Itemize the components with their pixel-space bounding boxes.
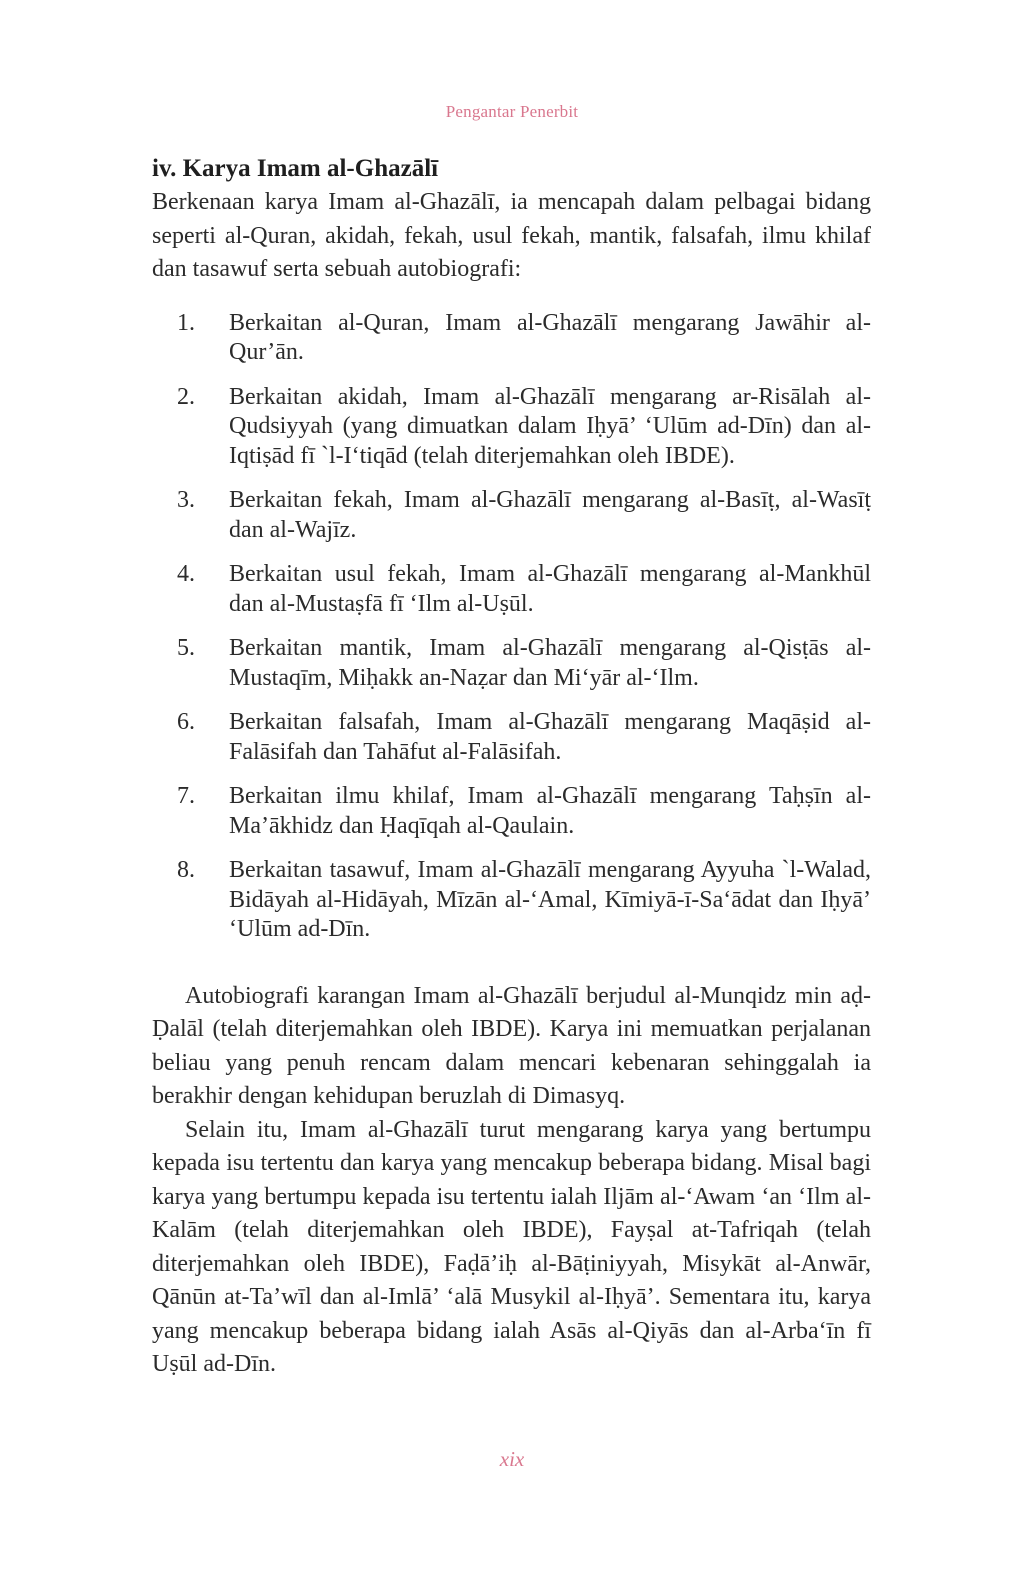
list-item [152, 309, 871, 368]
list-item-number: 3. [177, 487, 195, 513]
intro-paragraph: Berkenaan karya Imam al-Ghazālī, ia mencapah dalam pelbagai bidang seperti al-Quran, akidah, fekah, usul fekah, mantik, falsafah, ilmu khilaf dan tasawuf serta sebuah autobiografi: [152, 189, 871, 282]
list-item-number: 2. [177, 383, 195, 410]
list-item [152, 782, 871, 841]
body-paragraph: Selain itu, Imam al-Ghazālī turut mengarang karya yang bertumpu kepada isu tertentu dan karya yang mencakup beberapa bidang. Misal bagi karya yang bertumpu kepada isu tertentu ialah Iljām al-‘Awam ‘an ‘Ilm al-Kalām (telah diterjemahkan oleh IBDE), Fayṣal at-Tafriqah (telah diterjemahkan oleh IBDE), Faḍā’iḥ al-Bāṭiniyyah, Misykāt al-Anwār, Qānūn at-Ta’wīl dan al-Imlā’ ‘alā Musykil al-Iḥyā’. Sementara itu, karya yang mencakup beberapa bidang ialah Asās al-Qiyās dan al-Arba‘īn fī Uṣūl ad-Dīn. [152, 1116, 871, 1377]
works-list [152, 309, 871, 945]
list-item-text: Berkaitan akidah, Imam al-Ghazālī mengarang ar-Risālah al-Qudsiyyah (yang dimuatkan dalam Iḥyā’ ‘Ulūm ad-Dīn) dan al-Iqtiṣād fī `l-I‘tiqād (telah diterjemahkan oleh IBDE). [229, 383, 871, 469]
list-item-text: Berkaitan tasawuf, Imam al-Ghazālī mengarang Ayyuha `l-Walad, Bidāyah al-Hidāyah, Mīzān al-‘Amal, Kīmiyā-ī-Sa‘ādat dan Iḥyā’ ‘Ulūm ad-Dīn. [229, 857, 871, 942]
list-item-text: Berkaitan fekah, Imam al-Ghazālī mengarang al-Basīṭ, al-Wasīṭ dan al-Wajīz. [229, 487, 871, 543]
list-item [152, 486, 871, 545]
list-item-text: Berkaitan al-Quran, Imam al-Ghazālī mengarang Jawāhir al-Qur’ān. [229, 309, 871, 365]
list-item [152, 708, 871, 767]
list-item-text: Berkaitan usul fekah, Imam al-Ghazālī mengarang al-Mankhūl dan al-Mustaṣfā fī ‘Ilm al-Uṣūl. [229, 561, 871, 617]
page-body [152, 152, 871, 1382]
list-item-number: 1. [177, 309, 195, 336]
list-item-text: Berkaitan ilmu khilaf, Imam al-Ghazālī mengarang Taḥṣīn al-Ma’ākhidz dan Ḥaqīqah al-Qaulain. [229, 783, 871, 839]
list-item-number: 8. [177, 857, 195, 883]
list-item-number: 6. [177, 709, 195, 735]
list-item-text: Berkaitan mantik, Imam al-Ghazālī mengarang al-Qisṭās al-Mustaqīm, Miḥakk an-Naẓar dan Mi‘yār al-‘Ilm. [229, 635, 871, 691]
list-item [152, 560, 871, 619]
body-paragraph: Autobiografi karangan Imam al-Ghazālī berjudul al-Munqidz min aḍ-Ḍalāl (telah diterjemahkan oleh IBDE). Karya ini memuatkan perjalanan beliau yang penuh rencam dalam mencari kebenaran sehinggalah ia berakhir dengan kehidupan beruzlah di Dimasyq. [152, 982, 871, 1109]
list-item-number: 4. [177, 561, 195, 587]
list-item [152, 383, 871, 472]
running-header: Pengantar Penerbit [445, 102, 579, 121]
section-heading: iv. Karya Imam al-Ghazālī [152, 155, 439, 182]
list-item-number: 5. [177, 635, 195, 661]
list-item [152, 856, 871, 945]
list-item-text: Berkaitan falsafah, Imam al-Ghazālī mengarang Maqāṣid al-Falāsifah dan Tahāfut al-Falāsifah. [229, 709, 871, 765]
list-item [152, 634, 871, 693]
list-item-number: 7. [177, 783, 195, 809]
page-number: xix [499, 1447, 525, 1471]
